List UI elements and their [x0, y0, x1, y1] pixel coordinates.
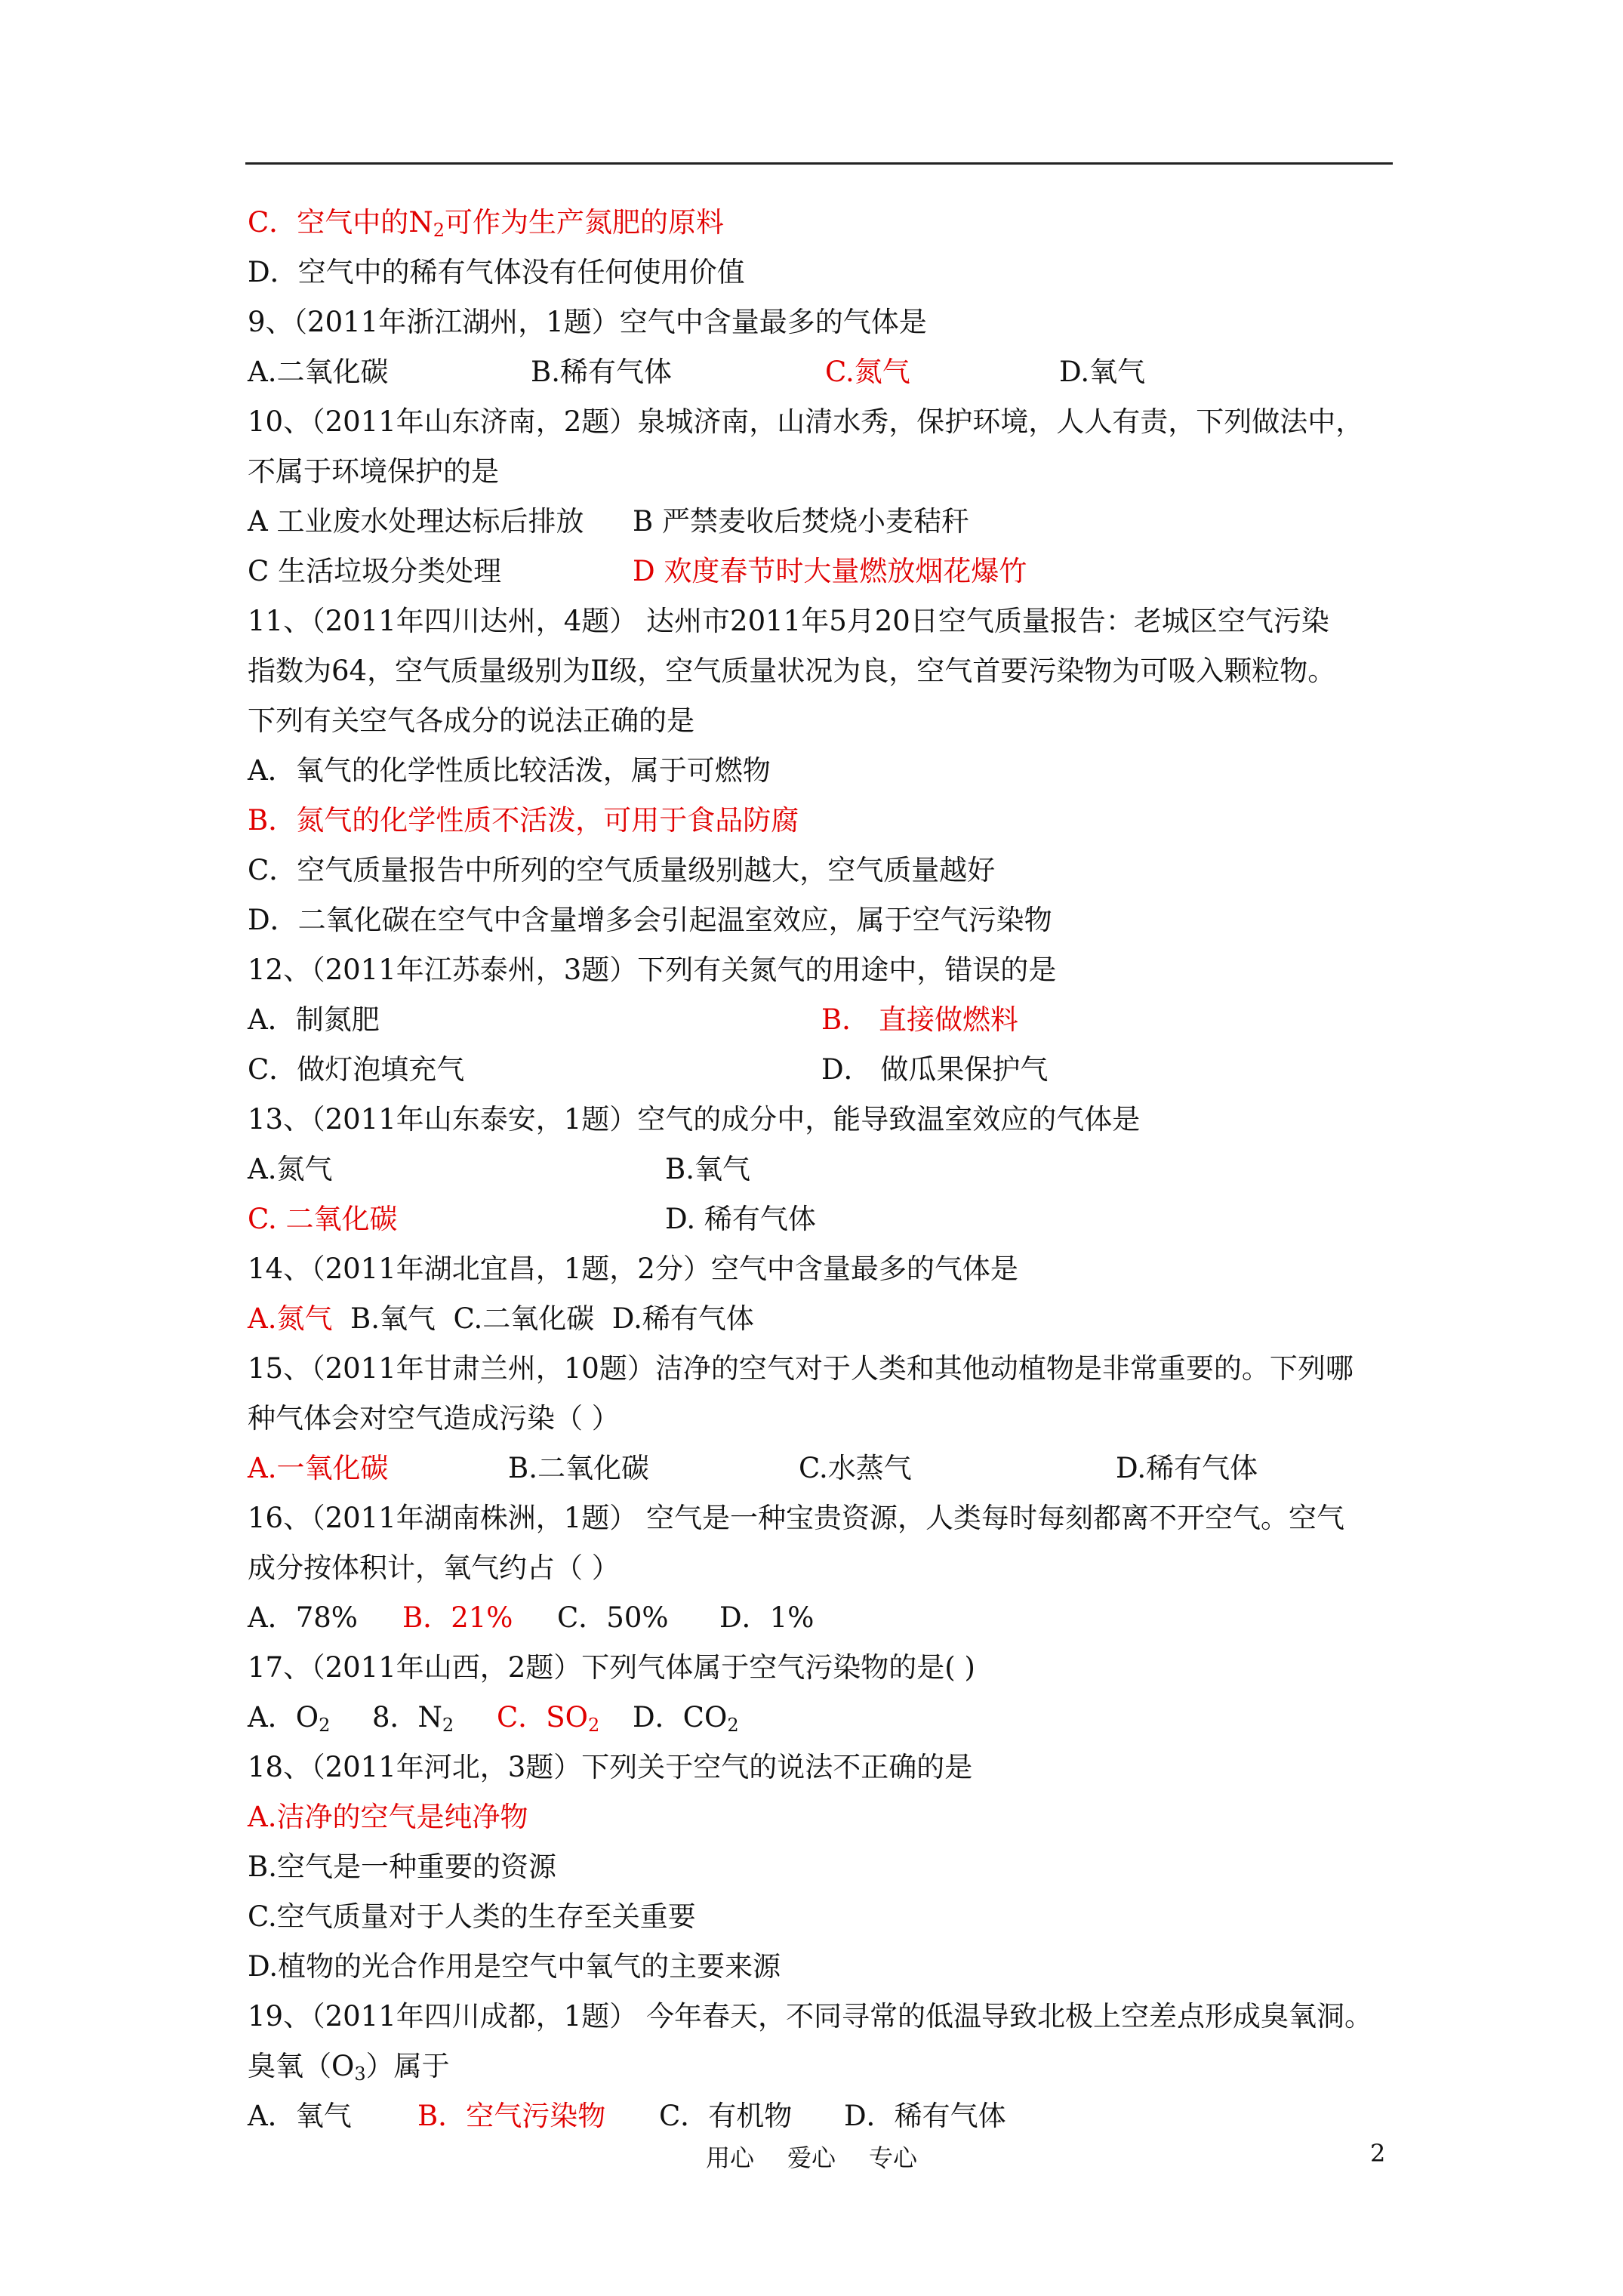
answer: C. 二氧化碳 — [248, 1203, 398, 1235]
answer: B．空气污染物 — [417, 2100, 606, 2132]
question-18: 18、（2011年河北，3题）下列关于空气的说法不正确的是 — [248, 1751, 973, 1783]
answer: A.洁净的空气是纯净物 — [248, 1801, 528, 1833]
question-17: 17、（2011年山西，2题）下列气体属于空气污染物的是( ) — [248, 1651, 975, 1684]
question-14: 14、（2011年湖北宜昌，1题，2分）空气中含量最多的气体是 — [248, 1253, 1018, 1285]
question-10: 10、（2011年山东济南，2题）泉城济南，山清水秀，保护环境，人人有责，下列做法中， — [248, 405, 1364, 438]
question-15: 15、（2011年甘肃兰州，10题）洁净的空气对于人类和其他动植物是非常重要的。下列哪 — [248, 1352, 1354, 1385]
options-10: A 工业废水处理达标后排放 B 严禁麦收后焚烧小麦秸秆 — [248, 505, 969, 538]
answer: B． 直接做燃料 — [821, 1003, 1018, 1036]
question-19: 19、（2011年四川成都，1题） 今年春天，不同寻常的低温导致北极上空差点形成臭氧洞。 — [248, 2000, 1373, 2032]
answer: C.氮气 — [825, 356, 910, 388]
page-footer: 用心 爱心 专心 — [705, 2143, 918, 2172]
option-line: D．空气中的稀有气体没有任何使用价值 — [248, 256, 745, 288]
header-rule — [245, 162, 1393, 165]
answer: A.氮气 — [248, 1302, 333, 1335]
option-line: C．空气中的$N_2$可作为生产氮肥的原料 — [248, 206, 724, 241]
answer: A.一氧化碳 — [248, 1452, 389, 1484]
options-9: A.二氧化碳 B.稀有气体 C.氮气 D.氧气 — [248, 347, 1410, 397]
answer: C．$SO_2$ — [497, 1701, 600, 1736]
answer: B．21% — [402, 1601, 513, 1634]
question-13: 13、（2011年山东泰安，1题）空气的成分中，能导致温室效应的气体是 — [248, 1103, 1141, 1136]
question-9: 9、（2011年浙江湖州，1题）空气中含量最多的气体是 — [248, 306, 927, 338]
answer: D 欢度春节时大量燃放烟花爆竹 — [633, 555, 1027, 587]
document-body: C．空气中的$N_2$可作为生产氮肥的原料 D．空气中的稀有气体没有任何使用价值 9、（2011年浙江湖州，1题）空气中含量最多的气体是 A.二氧化碳 B.稀有气体 C.氮气 D.氧气 10、（2011年山东济南，2题）泉城济南，山清水秀，保护环境，人人有责，下列做法中， 不属于环境保护的是 A 工业废水处理达标后排放 B 严禁麦收后焚烧小麦秸秆 C 生活垃圾分类处理 D 欢度春节时大量燃放烟花爆竹 11、（2011年四川达州，4题） 达州市2011年5月20日空气质量报告：老城区空气污染 指数为64，空气质量级别为Ⅱ级，空气质量状况为良，空气首要污染物为可吸入颗粒物。 下列有关空气各成分的说法正确的是 A．氧气的化学性质比较活泼，属于可燃物 B．氮气的化学性质不活泼，可用于食品防腐 C．空气质量报告中所列的空气质量级别越大，空气质量越好 D．二氧化碳在空气中含量增多会引起温室效应，属于空气污染物 12、（2011年江苏泰州，3题）下列有关氮气的用途中，错误的是 A．制氮肥 B． 直接做燃料 C．做灯泡填充气 D． 做瓜果保护气 13、（2011年山东泰安，1题）空气的成分中，能导致温室效应的气体是 A.氮气 B.氧气 C. 二氧化碳 D. 稀有气体 14、（2011年湖北宜昌，1题，2分）空气中含量最多的气体是 A.氮气 B.氧气 C.二氧化碳 D.稀有气体 15、（2011年甘肃兰州，10题）洁净的空气对于人类和其他动植物是非常重要的。下列哪 种气体会对空气造成污染（ ） A.一氧化碳 B.二氧化碳 C.水蒸气 D.稀有气体 16、（2011年湖南株洲，1题） 空气是一种宝贵资源，人类每时每刻都离不开空气。空气 成分按体积计，氧气约占（ ） A．78% B．21% C．50% D．1% 17、（2011年山西，2题）下列气体属于空气污染物的是( ) A．$O_2$ 8．$N_2$ C．$SO_2$ D．$CO_2$ 18、（2011年河北，3题）下列关于空气的说法不正确的是 A.洁净的空气是纯净物 B.空气是一种重要的资源 C.空气质量对于人类的生存至关重要 D.植物的光合作用是空气中氧气的主要来源 19、（2011年四川成都，1题） 今年春天，不同寻常的低温导致北极上空差点形成臭氧洞。 臭氧$(O_3)$属于 A．氧气 B．空气污染物 C．有机物 D．稀有气体 — [248, 198, 1410, 2141]
question-16: 16、（2011年湖南株洲，1题） 空气是一种宝贵资源，人类每时每刻都离不开空气。空气 — [248, 1502, 1345, 1534]
page-number: 2 — [1370, 2139, 1386, 2168]
answer: B．氮气的化学性质不活泼，可用于食品防腐 — [248, 804, 799, 837]
question-12: 12、（2011年江苏泰州，3题）下列有关氮气的用途中，错误的是 — [248, 954, 1057, 986]
question-11: 11、（2011年四川达州，4题） 达州市2011年5月20日空气质量报告：老城区空气污染 — [248, 605, 1329, 637]
